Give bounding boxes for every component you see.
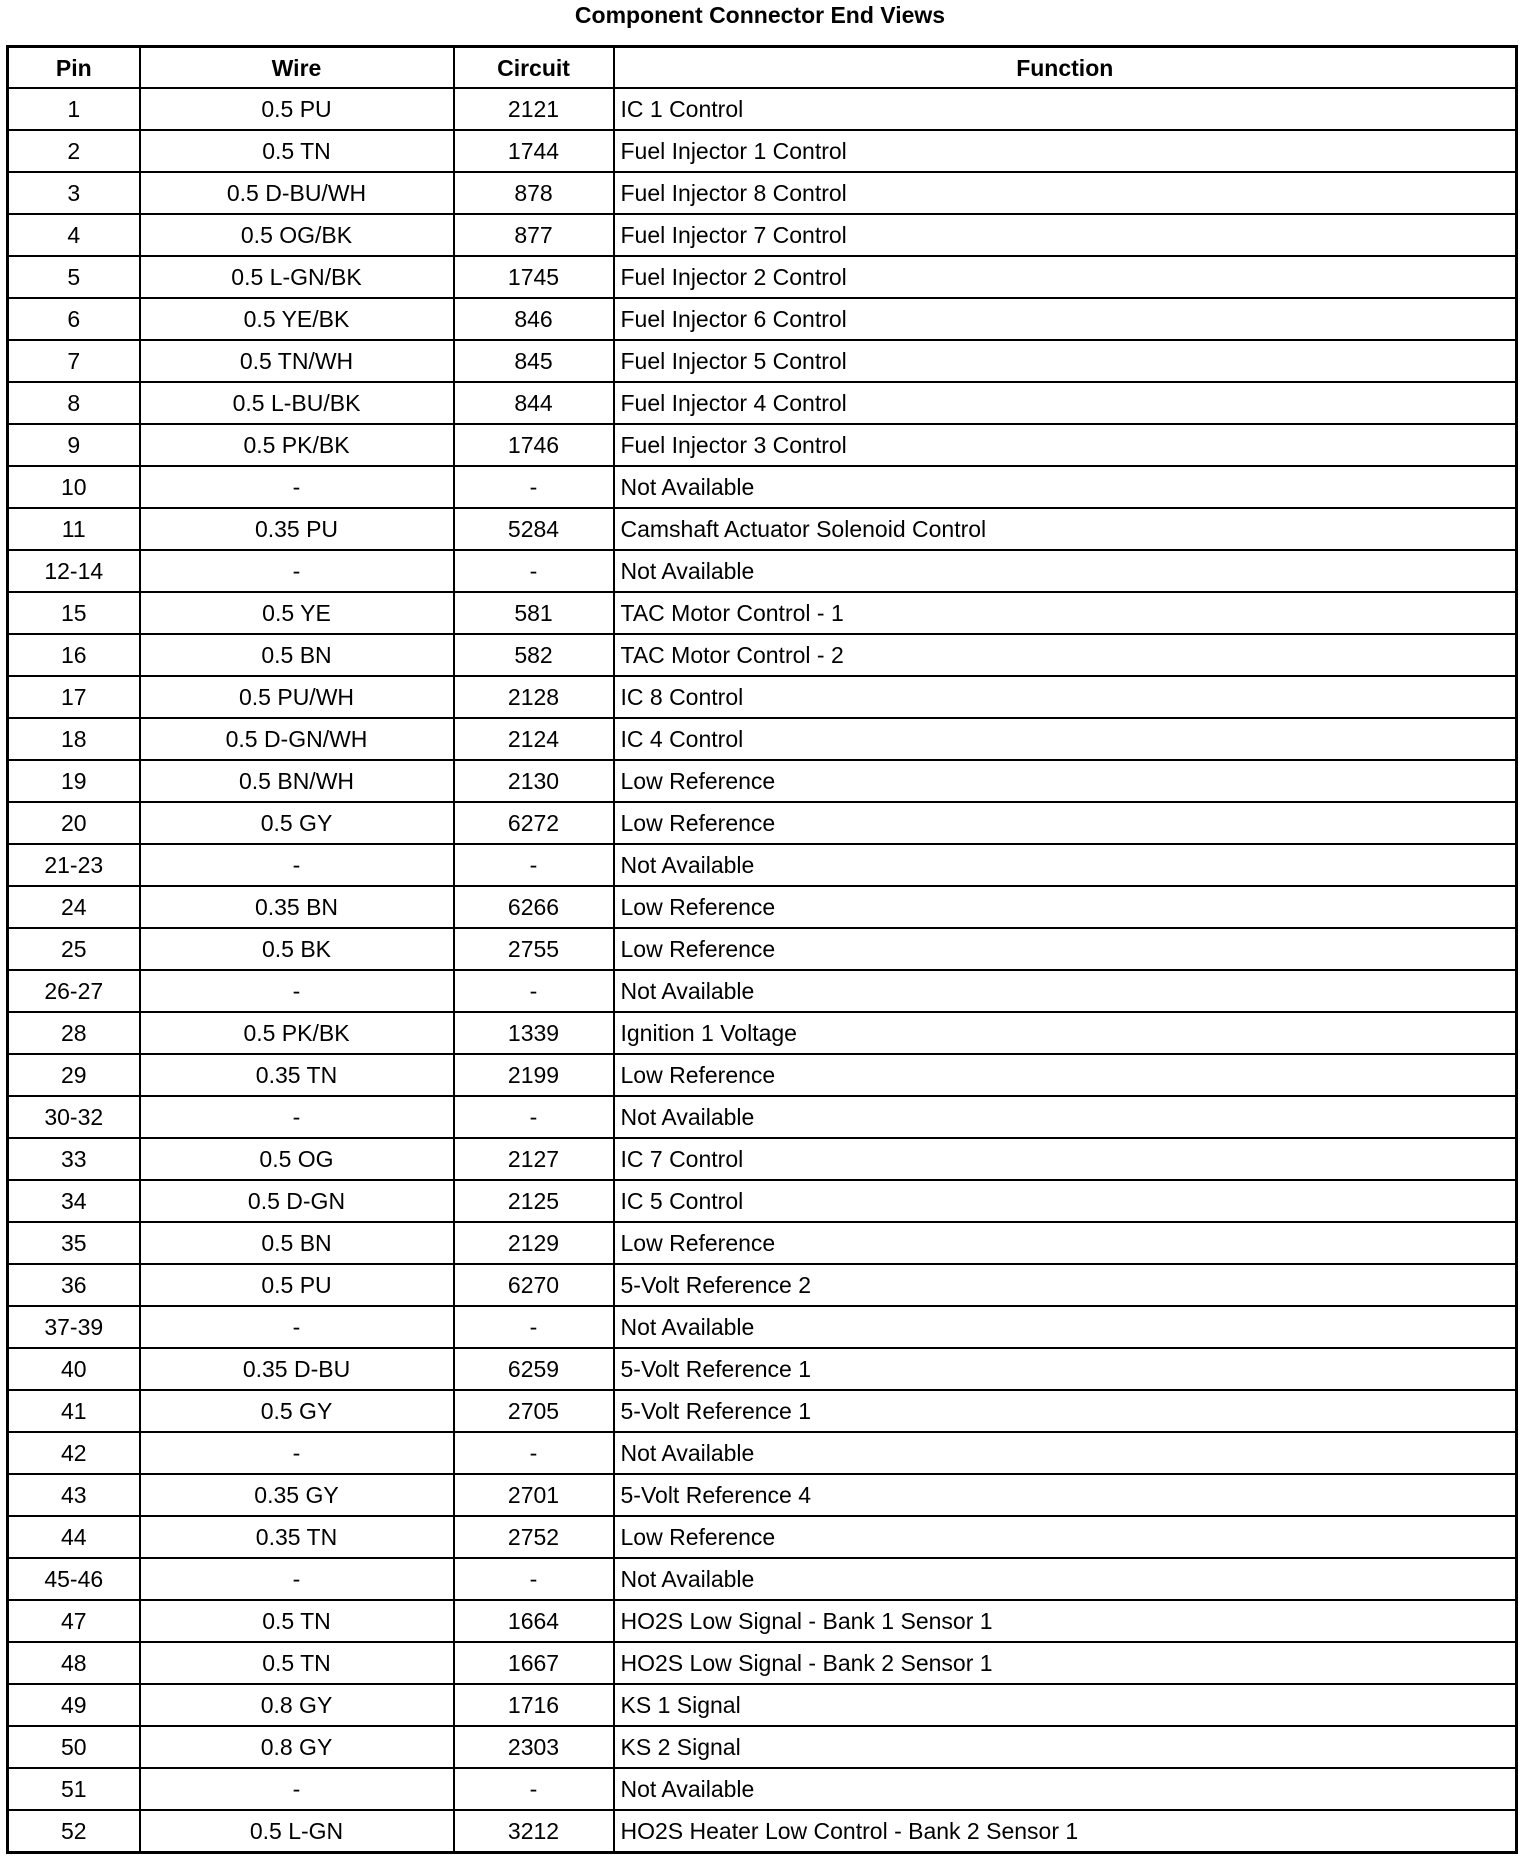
function-cell: Not Available <box>614 1432 1517 1474</box>
table-row <box>8 1558 1517 1600</box>
circuit-cell: 6272 <box>454 802 614 844</box>
pin-cell: 25 <box>8 928 140 970</box>
function-cell: Not Available <box>614 466 1517 508</box>
pin-cell: 45-46 <box>8 1558 140 1600</box>
header-pin: Pin <box>8 47 140 89</box>
table-row <box>8 130 1517 172</box>
wire-cell: 0.35 BN <box>140 886 454 928</box>
pin-cell: 28 <box>8 1012 140 1054</box>
pin-cell: 40 <box>8 1348 140 1390</box>
function-cell: Not Available <box>614 1096 1517 1138</box>
table-row <box>8 424 1517 466</box>
function-cell: TAC Motor Control - 2 <box>614 634 1517 676</box>
pin-cell: 41 <box>8 1390 140 1432</box>
function-cell: IC 8 Control <box>614 676 1517 718</box>
function-cell: Low Reference <box>614 760 1517 802</box>
circuit-cell: 2303 <box>454 1726 614 1768</box>
function-cell: HO2S Heater Low Control - Bank 2 Sensor 1 <box>614 1810 1517 1853</box>
pin-cell: 1 <box>8 88 140 130</box>
table-row <box>8 634 1517 676</box>
table-row <box>8 1054 1517 1096</box>
pin-cell: 49 <box>8 1684 140 1726</box>
pin-cell: 12-14 <box>8 550 140 592</box>
function-cell: KS 1 Signal <box>614 1684 1517 1726</box>
function-cell: 5-Volt Reference 4 <box>614 1474 1517 1516</box>
table-row <box>8 760 1517 802</box>
table-row <box>8 928 1517 970</box>
pin-cell: 37-39 <box>8 1306 140 1348</box>
pin-cell: 50 <box>8 1726 140 1768</box>
pin-cell: 35 <box>8 1222 140 1264</box>
table-row <box>8 592 1517 634</box>
wire-cell: 0.35 D-BU <box>140 1348 454 1390</box>
pin-cell: 5 <box>8 256 140 298</box>
wire-cell: 0.35 PU <box>140 508 454 550</box>
table-row <box>8 970 1517 1012</box>
function-cell: Fuel Injector 8 Control <box>614 172 1517 214</box>
function-cell: Fuel Injector 3 Control <box>614 424 1517 466</box>
pin-cell: 43 <box>8 1474 140 1516</box>
wire-cell: 0.5 GY <box>140 1390 454 1432</box>
table-row <box>8 1474 1517 1516</box>
table-row <box>8 550 1517 592</box>
function-cell: 5-Volt Reference 1 <box>614 1390 1517 1432</box>
table-row <box>8 676 1517 718</box>
wire-cell: 0.5 PU <box>140 1264 454 1306</box>
circuit-cell: 2705 <box>454 1390 614 1432</box>
wire-cell: 0.5 GY <box>140 802 454 844</box>
wire-cell: - <box>140 1768 454 1810</box>
pin-cell: 18 <box>8 718 140 760</box>
wire-cell: - <box>140 550 454 592</box>
circuit-cell: 1667 <box>454 1642 614 1684</box>
function-cell: 5-Volt Reference 2 <box>614 1264 1517 1306</box>
pin-cell: 19 <box>8 760 140 802</box>
pin-cell: 47 <box>8 1600 140 1642</box>
function-cell: Not Available <box>614 1306 1517 1348</box>
pin-cell: 24 <box>8 886 140 928</box>
circuit-cell: 2752 <box>454 1516 614 1558</box>
table-row <box>8 1348 1517 1390</box>
circuit-cell: 1339 <box>454 1012 614 1054</box>
pin-cell: 17 <box>8 676 140 718</box>
pin-cell: 26-27 <box>8 970 140 1012</box>
function-cell: IC 4 Control <box>614 718 1517 760</box>
function-cell: HO2S Low Signal - Bank 2 Sensor 1 <box>614 1642 1517 1684</box>
table-row <box>8 214 1517 256</box>
wire-cell: 0.5 L-BU/BK <box>140 382 454 424</box>
pin-cell: 8 <box>8 382 140 424</box>
wire-cell: 0.5 D-GN <box>140 1180 454 1222</box>
circuit-cell: 3212 <box>454 1810 614 1853</box>
pin-cell: 33 <box>8 1138 140 1180</box>
function-cell: Camshaft Actuator Solenoid Control <box>614 508 1517 550</box>
pin-cell: 21-23 <box>8 844 140 886</box>
pin-cell: 10 <box>8 466 140 508</box>
table-row <box>8 1726 1517 1768</box>
table-row <box>8 466 1517 508</box>
wire-cell: 0.5 TN <box>140 1642 454 1684</box>
function-cell: TAC Motor Control - 1 <box>614 592 1517 634</box>
function-cell: Fuel Injector 4 Control <box>614 382 1517 424</box>
function-cell: Not Available <box>614 1558 1517 1600</box>
pin-cell: 7 <box>8 340 140 382</box>
circuit-cell: 877 <box>454 214 614 256</box>
function-cell: Fuel Injector 1 Control <box>614 130 1517 172</box>
wire-cell: 0.5 PU/WH <box>140 676 454 718</box>
circuit-cell: 2127 <box>454 1138 614 1180</box>
function-cell: 5-Volt Reference 1 <box>614 1348 1517 1390</box>
pin-cell: 3 <box>8 172 140 214</box>
circuit-cell: 1716 <box>454 1684 614 1726</box>
table-row <box>8 1012 1517 1054</box>
circuit-cell: - <box>454 466 614 508</box>
circuit-cell: 846 <box>454 298 614 340</box>
pin-cell: 52 <box>8 1810 140 1853</box>
wire-cell: 0.8 GY <box>140 1726 454 1768</box>
pin-cell: 9 <box>8 424 140 466</box>
header-function: Function <box>614 47 1517 89</box>
header-circuit: Circuit <box>454 47 614 89</box>
table-header-row <box>8 47 1517 89</box>
function-cell: KS 2 Signal <box>614 1726 1517 1768</box>
pin-cell: 29 <box>8 1054 140 1096</box>
wire-cell: 0.35 TN <box>140 1054 454 1096</box>
wire-cell: - <box>140 844 454 886</box>
circuit-cell: 2128 <box>454 676 614 718</box>
table-row <box>8 508 1517 550</box>
pin-cell: 15 <box>8 592 140 634</box>
circuit-cell: 582 <box>454 634 614 676</box>
wire-cell: - <box>140 970 454 1012</box>
table-row <box>8 1600 1517 1642</box>
wire-cell: 0.5 PU <box>140 88 454 130</box>
pin-cell: 44 <box>8 1516 140 1558</box>
wire-cell: - <box>140 1432 454 1474</box>
circuit-cell: 2199 <box>454 1054 614 1096</box>
wire-cell: 0.5 L-GN <box>140 1810 454 1853</box>
pin-cell: 30-32 <box>8 1096 140 1138</box>
circuit-cell: 845 <box>454 340 614 382</box>
function-cell: Low Reference <box>614 928 1517 970</box>
table-row <box>8 1264 1517 1306</box>
page-title: Component Connector End Views <box>574 2 946 28</box>
table-row <box>8 298 1517 340</box>
circuit-cell: 6259 <box>454 1348 614 1390</box>
table-row <box>8 88 1517 130</box>
function-cell: Not Available <box>614 844 1517 886</box>
pin-cell: 2 <box>8 130 140 172</box>
circuit-cell: 1664 <box>454 1600 614 1642</box>
table-row <box>8 1684 1517 1726</box>
circuit-cell: - <box>454 1432 614 1474</box>
circuit-cell: - <box>454 970 614 1012</box>
circuit-cell: 2130 <box>454 760 614 802</box>
pin-cell: 11 <box>8 508 140 550</box>
circuit-cell: 581 <box>454 592 614 634</box>
function-cell: IC 7 Control <box>614 1138 1517 1180</box>
wire-cell: - <box>140 466 454 508</box>
function-cell: Low Reference <box>614 1054 1517 1096</box>
wire-cell: 0.5 D-BU/WH <box>140 172 454 214</box>
table-row <box>8 1810 1517 1853</box>
wire-cell: - <box>140 1096 454 1138</box>
pin-cell: 34 <box>8 1180 140 1222</box>
function-cell: Low Reference <box>614 1222 1517 1264</box>
function-cell: Low Reference <box>614 802 1517 844</box>
table-row <box>8 886 1517 928</box>
function-cell: Not Available <box>614 1768 1517 1810</box>
function-cell: HO2S Low Signal - Bank 1 Sensor 1 <box>614 1600 1517 1642</box>
circuit-cell: 5284 <box>454 508 614 550</box>
table-row <box>8 1180 1517 1222</box>
table-row <box>8 1096 1517 1138</box>
pin-cell: 6 <box>8 298 140 340</box>
table-row <box>8 718 1517 760</box>
pin-cell: 42 <box>8 1432 140 1474</box>
circuit-cell: 2125 <box>454 1180 614 1222</box>
table-row <box>8 1516 1517 1558</box>
circuit-cell: 1744 <box>454 130 614 172</box>
function-cell: IC 1 Control <box>614 88 1517 130</box>
wire-cell: 0.8 GY <box>140 1684 454 1726</box>
circuit-cell: 878 <box>454 172 614 214</box>
circuit-cell: - <box>454 1306 614 1348</box>
table-row <box>8 256 1517 298</box>
function-cell: Ignition 1 Voltage <box>614 1012 1517 1054</box>
wire-cell: 0.5 PK/BK <box>140 1012 454 1054</box>
wire-cell: 0.5 OG/BK <box>140 214 454 256</box>
pin-cell: 51 <box>8 1768 140 1810</box>
wire-cell: 0.5 BK <box>140 928 454 970</box>
wire-cell: 0.35 GY <box>140 1474 454 1516</box>
wire-cell: 0.5 D-GN/WH <box>140 718 454 760</box>
table-row <box>8 1306 1517 1348</box>
wire-cell: 0.5 OG <box>140 1138 454 1180</box>
pin-cell: 4 <box>8 214 140 256</box>
circuit-cell: 844 <box>454 382 614 424</box>
function-cell: Low Reference <box>614 1516 1517 1558</box>
function-cell: Fuel Injector 7 Control <box>614 214 1517 256</box>
circuit-cell: 6266 <box>454 886 614 928</box>
wire-cell: 0.5 BN <box>140 1222 454 1264</box>
function-cell: Not Available <box>614 550 1517 592</box>
circuit-cell: - <box>454 1096 614 1138</box>
circuit-cell: 2121 <box>454 88 614 130</box>
table-row <box>8 172 1517 214</box>
wire-cell: 0.5 TN <box>140 1600 454 1642</box>
function-cell: IC 5 Control <box>614 1180 1517 1222</box>
pin-cell: 36 <box>8 1264 140 1306</box>
wire-cell: 0.5 YE <box>140 592 454 634</box>
table-row <box>8 1138 1517 1180</box>
circuit-cell: - <box>454 844 614 886</box>
wire-cell: 0.5 BN <box>140 634 454 676</box>
wire-cell: 0.5 BN/WH <box>140 760 454 802</box>
wire-cell: 0.5 TN <box>140 130 454 172</box>
circuit-cell: 1746 <box>454 424 614 466</box>
wire-cell: 0.5 TN/WH <box>140 340 454 382</box>
pin-cell: 20 <box>8 802 140 844</box>
function-cell: Fuel Injector 6 Control <box>614 298 1517 340</box>
circuit-cell: 6270 <box>454 1264 614 1306</box>
table-row <box>8 1222 1517 1264</box>
function-cell: Low Reference <box>614 886 1517 928</box>
table-row <box>8 1768 1517 1810</box>
table-row <box>8 1390 1517 1432</box>
table-row <box>8 844 1517 886</box>
table-row <box>8 382 1517 424</box>
pin-cell: 16 <box>8 634 140 676</box>
header-wire: Wire <box>140 47 454 89</box>
circuit-cell: 2129 <box>454 1222 614 1264</box>
wire-cell: 0.5 PK/BK <box>140 424 454 466</box>
function-cell: Fuel Injector 2 Control <box>614 256 1517 298</box>
function-cell: Fuel Injector 5 Control <box>614 340 1517 382</box>
table-row <box>8 1432 1517 1474</box>
table-row <box>8 340 1517 382</box>
circuit-cell: 2701 <box>454 1474 614 1516</box>
table-row <box>8 802 1517 844</box>
wire-cell: 0.5 YE/BK <box>140 298 454 340</box>
pin-cell: 48 <box>8 1642 140 1684</box>
circuit-cell: - <box>454 1558 614 1600</box>
wire-cell: - <box>140 1306 454 1348</box>
table-row <box>8 1642 1517 1684</box>
wire-cell: - <box>140 1558 454 1600</box>
function-cell: Not Available <box>614 970 1517 1012</box>
circuit-cell: 2755 <box>454 928 614 970</box>
circuit-cell: - <box>454 1768 614 1810</box>
wire-cell: 0.35 TN <box>140 1516 454 1558</box>
circuit-cell: 1745 <box>454 256 614 298</box>
connector-pinout-table <box>6 45 1518 1854</box>
wire-cell: 0.5 L-GN/BK <box>140 256 454 298</box>
circuit-cell: - <box>454 550 614 592</box>
circuit-cell: 2124 <box>454 718 614 760</box>
